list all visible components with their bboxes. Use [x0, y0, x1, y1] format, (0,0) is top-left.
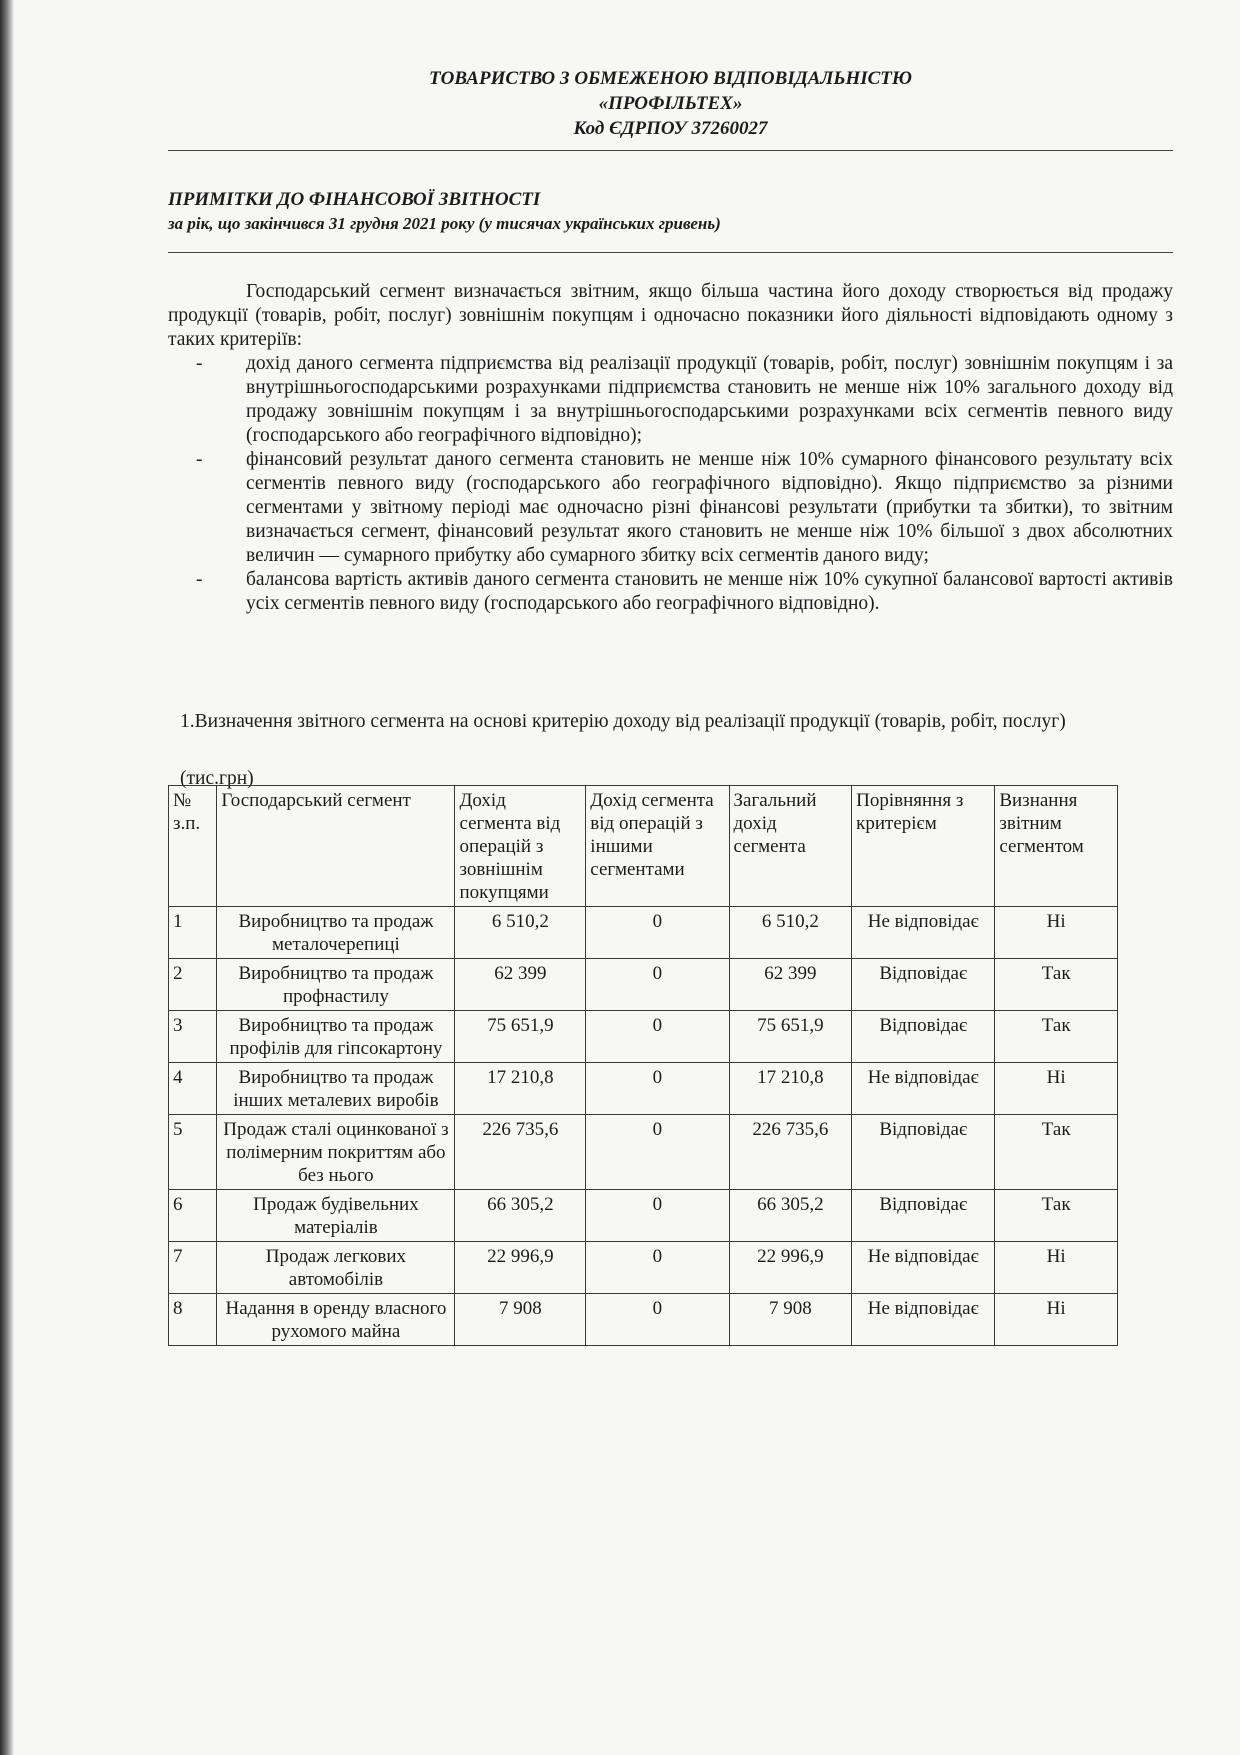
cell-segment: Виробництво та продаж металочерепиці — [217, 907, 455, 959]
col-segment: Господарський сегмент — [217, 786, 455, 907]
cell-external-income: 75 651,9 — [455, 1011, 586, 1063]
cell-external-income: 66 305,2 — [455, 1190, 586, 1242]
cell-reportable: Так — [995, 1115, 1118, 1190]
table-row — [169, 1190, 1118, 1242]
table-row — [169, 907, 1118, 959]
cell-number: 1 — [169, 907, 217, 959]
cell-comparison: Відповідає — [852, 1190, 995, 1242]
cell-segment: Продаж легкових автомобілів — [217, 1242, 455, 1294]
col-external-income: Дохід сегмента від операцій з зовнішнім покупцями — [455, 786, 586, 907]
cell-intersegment-income: 0 — [586, 959, 729, 1011]
table-row — [169, 1115, 1118, 1190]
list-dash: - — [196, 353, 203, 374]
cell-external-income: 17 210,8 — [455, 1063, 586, 1115]
segments-table — [168, 785, 1118, 1346]
cell-comparison: Не відповідає — [852, 907, 995, 959]
cell-comparison: Відповідає — [852, 1011, 995, 1063]
list-dash: - — [196, 569, 203, 590]
cell-total-income: 66 305,2 — [729, 1190, 852, 1242]
table-row — [169, 1011, 1118, 1063]
cell-total-income: 6 510,2 — [729, 907, 852, 959]
col-intersegment-income: Дохід сегмента від операцій з іншими сегментами — [586, 786, 729, 907]
cell-total-income: 226 735,6 — [729, 1115, 852, 1190]
cell-comparison: Не відповідає — [852, 1294, 995, 1346]
cell-intersegment-income: 0 — [586, 1190, 729, 1242]
cell-total-income: 22 996,9 — [729, 1242, 852, 1294]
scan-edge — [0, 0, 14, 1755]
cell-comparison: Не відповідає — [852, 1242, 995, 1294]
cell-segment: Виробництво та продаж профілів для гіпсокартону — [217, 1011, 455, 1063]
table-row — [169, 1294, 1118, 1346]
cell-intersegment-income: 0 — [586, 1294, 729, 1346]
cell-reportable: Ні — [995, 907, 1118, 959]
company-header — [168, 66, 1173, 141]
criteria-text: фінансовий результат даного сегмента становить не менше ніж 10% сумарного фінансового результату всіх сегментів певного виду (господарського або географічного відповідно). Якщо підприємство за різними сегментами у звітному періоді має одночасно різні фінансові результати (прибутки та збитки), то звітним визначається сегмент, фінансовий результат якого становить не менше ніж 10% більшої з двох абсолютних величин — сумарного прибутку або сумарного збитку всіх сегментів даного виду; — [246, 449, 1173, 566]
table-row — [169, 1242, 1118, 1294]
notes-subtitle: за рік, що закінчився 31 грудня 2021 року (у тисячах українських гривень) — [168, 214, 721, 233]
cell-external-income: 226 735,6 — [455, 1115, 586, 1190]
company-code: Код ЄДРПОУ 37260027 — [573, 118, 768, 139]
cell-segment: Виробництво та продаж профнастилу — [217, 959, 455, 1011]
cell-external-income: 6 510,2 — [455, 907, 586, 959]
col-reportable: Визнання звітним сегментом — [995, 786, 1118, 907]
cell-intersegment-income: 0 — [586, 1115, 729, 1190]
cell-comparison: Відповідає — [852, 959, 995, 1011]
divider-top — [168, 150, 1173, 151]
criteria-text: дохід даного сегмента підприємства від реалізації продукції (товарів, робіт, послуг) зовнішнім покупцям і за внутрішньогосподарськими розрахунками підприємства становить не менше ніж 10% загального доходу від продажу зовнішнім покупцям і за внутрішньогосподарськими розрахунками всіх сегментів певного виду (господарського або географічного відповідно); — [246, 353, 1173, 446]
section-title: 1.Визначення звітного сегмента на основі критерію доходу від реалізації продукції (товарів, робіт, послуг) — [180, 711, 1066, 732]
col-comparison: Порівняння з критерієм — [852, 786, 995, 907]
cell-number: 4 — [169, 1063, 217, 1115]
cell-comparison: Відповідає — [852, 1115, 995, 1190]
cell-reportable: Так — [995, 959, 1118, 1011]
cell-intersegment-income: 0 — [586, 1242, 729, 1294]
intro-paragraph: Господарський сегмент визначається звітним, якщо більша частина його доходу створюється від продажу продукції (товарів, робіт, послуг) зовнішнім покупцям і одночасно показники його діяльності відповідають одному з таких критеріїв: — [168, 281, 1173, 350]
cell-number: 6 — [169, 1190, 217, 1242]
company-brand: «ПРОФІЛЬТЕХ» — [598, 93, 743, 114]
cell-number: 5 — [169, 1115, 217, 1190]
cell-number: 7 — [169, 1242, 217, 1294]
list-dash: - — [196, 449, 203, 470]
criteria-item — [168, 568, 1173, 616]
unit-label: (тис.грн) — [180, 768, 254, 789]
cell-reportable: Так — [995, 1011, 1118, 1063]
table-header-row — [169, 786, 1118, 907]
cell-total-income: 62 399 — [729, 959, 852, 1011]
cell-external-income: 7 908 — [455, 1294, 586, 1346]
cell-segment: Продаж будівельних матеріалів — [217, 1190, 455, 1242]
cell-external-income: 62 399 — [455, 959, 586, 1011]
cell-comparison: Не відповідає — [852, 1063, 995, 1115]
cell-total-income: 7 908 — [729, 1294, 852, 1346]
col-number: № з.п. — [169, 786, 217, 907]
criteria-item — [168, 352, 1173, 448]
table-row — [169, 1063, 1118, 1115]
cell-number: 2 — [169, 959, 217, 1011]
table-row — [169, 959, 1118, 1011]
col-total-income: Загальний дохід сегмента — [729, 786, 852, 907]
company-name: ТОВАРИСТВО З ОБМЕЖЕНОЮ ВІДПОВІДАЛЬНІСТЮ — [429, 68, 912, 89]
cell-reportable: Ні — [995, 1242, 1118, 1294]
cell-total-income: 17 210,8 — [729, 1063, 852, 1115]
cell-segment: Надання в оренду власного рухомого майна — [217, 1294, 455, 1346]
cell-intersegment-income: 0 — [586, 907, 729, 959]
cell-reportable: Так — [995, 1190, 1118, 1242]
cell-intersegment-income: 0 — [586, 1011, 729, 1063]
cell-total-income: 75 651,9 — [729, 1011, 852, 1063]
cell-segment: Виробництво та продаж інших металевих виробів — [217, 1063, 455, 1115]
cell-number: 3 — [169, 1011, 217, 1063]
cell-reportable: Ні — [995, 1294, 1118, 1346]
criteria-list — [168, 352, 1173, 616]
criteria-item — [168, 448, 1173, 568]
criteria-text: балансова вартість активів даного сегмента становить не менше ніж 10% сукупної балансової вартості активів усіх сегментів певного виду (господарського або географічного відповідно). — [246, 569, 1173, 614]
cell-number: 8 — [169, 1294, 217, 1346]
cell-external-income: 22 996,9 — [455, 1242, 586, 1294]
divider-bottom — [168, 252, 1173, 253]
cell-reportable: Ні — [995, 1063, 1118, 1115]
cell-intersegment-income: 0 — [586, 1063, 729, 1115]
segment-definition — [168, 280, 1173, 616]
cell-segment: Продаж сталі оцинкованої з полімерним покриттям або без нього — [217, 1115, 455, 1190]
notes-title: ПРИМІТКИ ДО ФІНАНСОВОЇ ЗВІТНОСТІ — [168, 189, 541, 210]
